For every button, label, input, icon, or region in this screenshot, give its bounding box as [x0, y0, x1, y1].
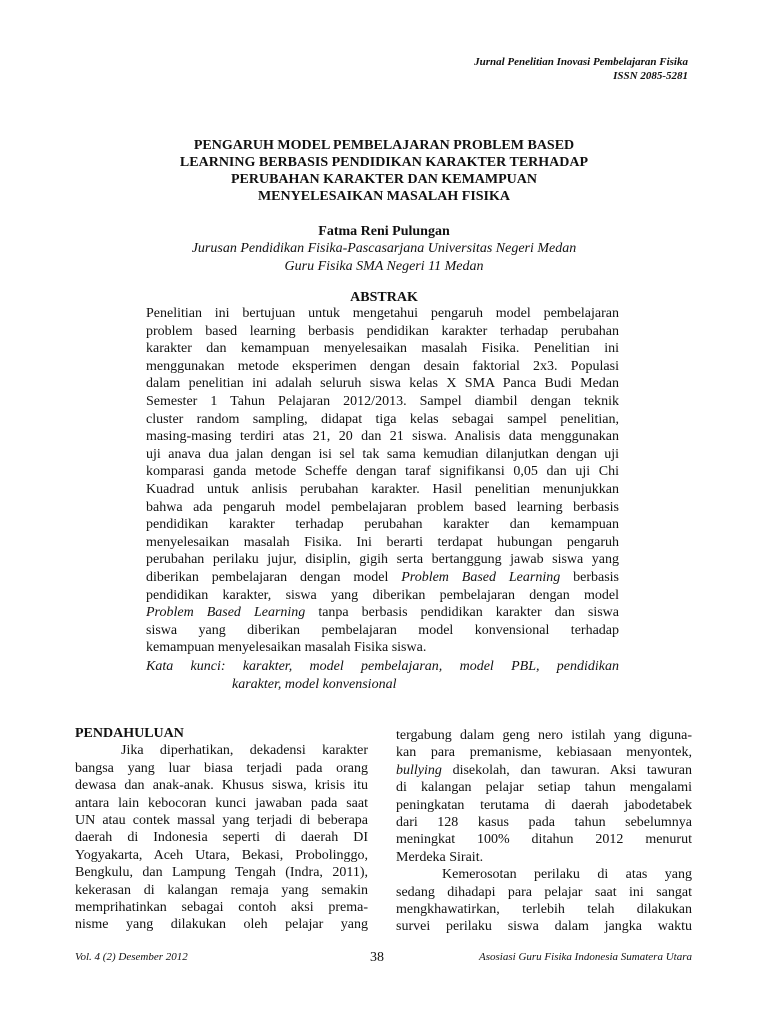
right-column	[396, 727, 692, 936]
abstract-line: Semester 1 Tahun Pelajaran 2012/2013. Sampel diambil dengan teknik	[146, 393, 619, 409]
abstract-line	[146, 604, 619, 622]
body-line: Bengkulu, dan Lampung Tengah (Indra, 2011),	[75, 865, 368, 881]
abstract-line: menggunakan metode eksperimen dengan desain faktorial 2x3. Populasi	[146, 358, 619, 374]
abstract-line: cluster random sampling, didapat tiga kelas sebagai sampel penelitian,	[146, 411, 619, 427]
body-line: dari 128 kasus pada tahun sebelumnya	[396, 815, 692, 831]
abstract-line: bahwa ada pengaruh model pembelajaran problem based learning berbasis	[146, 499, 619, 515]
body-line: nisme yang dilakukan oleh pelajar yang	[75, 917, 368, 933]
keywords-line: Kata kunci: karakter, model pembelajaran, model PBL, pendidikan	[146, 659, 619, 674]
footer-volume: Vol. 4 (2) Desember 2012	[75, 951, 188, 963]
abstract-line: karakter dan kemampuan menyelesaikan masalah Fisika. Penelitian ini	[146, 341, 619, 357]
body-line: Kemerosotan perilaku di atas yang	[442, 867, 692, 883]
body-text: disekolah, dan tawuran. Aksi tawuran	[441, 762, 692, 778]
body-line: kekerasan di kalangan remaja yang semakin	[75, 882, 368, 898]
abstract-line: siswa yang diberikan pembelajaran model konvensional terhadap	[146, 622, 619, 638]
journal-header	[474, 55, 688, 83]
journal-issn: ISSN 2085-5281	[613, 70, 688, 82]
body-line: antara lain kebocoran kunci jawaban pada saat	[75, 795, 368, 811]
body-line: peningkatan terutama di daerah jabodetabek	[396, 797, 692, 813]
body-emphasis: bullying	[396, 762, 442, 778]
abstract-text: tanpa berbasis pendidikan karakter dan siswa	[305, 605, 619, 621]
abstract-line: kemampuan menyelesaikan masalah Fisika siswa.	[146, 640, 427, 656]
abstract-text: diberikan pembelajaran dengan model	[146, 569, 402, 585]
abstract-line: menyelesaikan masalah Fisika. Ini berarti terdapat hubungan pengaruh	[146, 534, 619, 550]
title-line: LEARNING BERBASIS PENDIDIKAN KARAKTER TERHADAP	[179, 155, 589, 170]
body-line: sedang dihadapi para pelajar saat ini sangat	[396, 884, 692, 900]
keywords-line: karakter, model konvensional	[232, 677, 397, 692]
abstract-heading: ABSTRAK	[350, 290, 418, 305]
footer-page-number: 38	[370, 950, 384, 965]
abstract-line: masing-masing terdiri atas 21, 20 dan 21 siswa. Analisis data menggunakan	[146, 429, 619, 445]
body-line: UN atau contek massal yang terjadi di beberapa	[75, 813, 368, 829]
body-line: Yogyakarta, Aceh Utara, Bekasi, Probolinggo,	[75, 847, 368, 863]
left-column	[75, 725, 368, 934]
body-line: memprihatinkan sebagai contoh aksi prema-	[75, 900, 368, 916]
body-line: bangsa yang luar biasa terjadi pada orang	[75, 760, 368, 776]
abstract-line: Kuadrad untuk anlisis perubahan karakter. Hasil penelitian menunjukkan	[146, 481, 619, 497]
body-line: survei perilaku siswa dalam jangka waktu	[396, 919, 692, 935]
affiliation-line: Guru Fisika SMA Negeri 11 Medan	[284, 259, 484, 274]
abstract-line: pendidikan karakter terhadap perubahan karakter dan kemampuan	[146, 517, 619, 533]
body-line	[396, 762, 692, 779]
title-line: MENYELESAIKAN MASALAH FISIKA	[257, 189, 511, 204]
body-line: dewasa dan anak-anak. Khusus siswa, krisis itu	[75, 778, 368, 794]
abstract-line: Penelitian ini bertujuan untuk mengetahui pengaruh model pembelajaran	[146, 306, 619, 321]
abstract-line: dalam penelitian ini adalah seluruh siswa kelas X SMA Panca Budi Medan	[146, 376, 619, 392]
abstract-line: perubahan perilaku jujur, disiplin, gigih serta bertanggung jawab siswa yang	[146, 552, 619, 568]
abstract-emphasis: Problem Based Learning	[146, 605, 306, 621]
paper-title	[130, 137, 638, 205]
abstract-emphasis: Problem Based Learning	[401, 569, 561, 585]
abstract-line: problem based learning berbasis pendidikan karakter terhadap perubahan	[146, 323, 619, 339]
body-line: daerah di Indonesia seperti di daerah DI	[75, 830, 368, 846]
keywords	[146, 658, 619, 694]
abstract-line: pendidikan karakter, siswa yang diberikan pembelajaran dengan model	[146, 587, 619, 603]
title-line: PERUBAHAN KARAKTER DAN KEMAMPUAN	[230, 172, 538, 187]
affiliation-line: Jurusan Pendidikan Fisika-Pascasarjana Universitas Negeri Medan	[191, 241, 577, 256]
body-line: Jika diperhatikan, dekadensi karakter	[121, 743, 368, 759]
title-line: PENGARUH MODEL PEMBELAJARAN PROBLEM BASED	[193, 138, 575, 153]
body-line: tergabung dalam geng nero istilah yang diguna-	[396, 728, 692, 743]
body-line: di kalangan pelajar setiap tahun mengalami	[396, 780, 692, 796]
abstract-text: berbasis	[560, 569, 619, 585]
abstract-line	[146, 569, 619, 587]
abstract-line: komparasi ganda metode Scheffe dengan taraf signifikansi 0,05 dan uji Chi	[146, 464, 619, 480]
abstract-body	[146, 305, 619, 657]
abstract-line: uji anava dua jalan dengan isi sel tak sama kemudian dilanjutkan dengan uji	[146, 446, 619, 462]
section-heading: PENDAHULUAN	[75, 726, 184, 741]
journal-name: Jurnal Penelitian Inovasi Pembelajaran Fisika	[474, 56, 688, 68]
author-name: Fatma Reni Pulungan	[318, 224, 450, 239]
body-line: Merdeka Sirait.	[396, 849, 484, 865]
author-affiliation	[130, 240, 638, 276]
body-line: mengkhawatirkan, terlebih telah dilakukan	[396, 902, 692, 918]
body-line: kan para premanisme, kebiasaan menyontek,	[396, 745, 692, 761]
footer-association: Asosiasi Guru Fisika Indonesia Sumatera Utara	[479, 951, 692, 963]
body-line: meningkat 100% ditahun 2012 menurut	[396, 832, 692, 848]
